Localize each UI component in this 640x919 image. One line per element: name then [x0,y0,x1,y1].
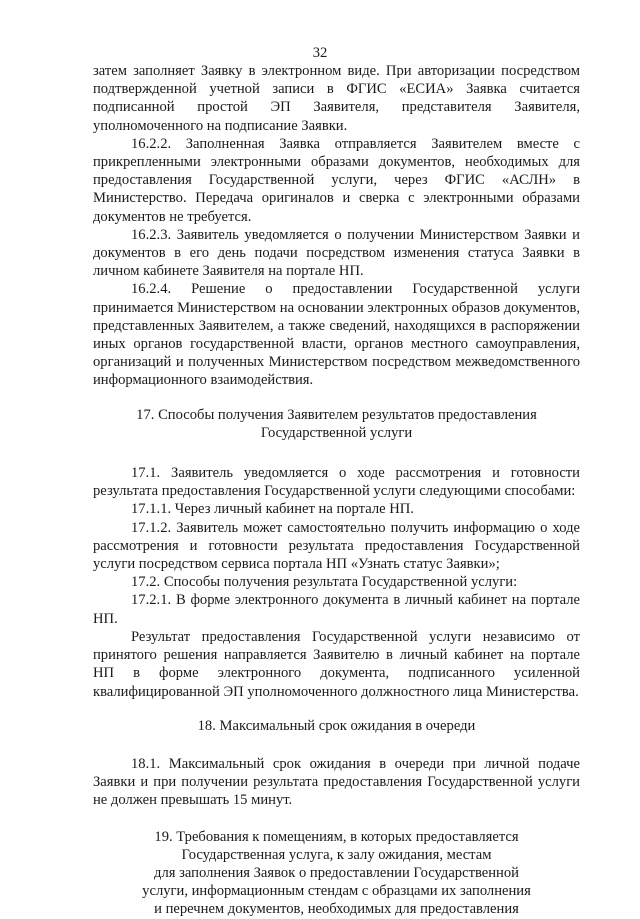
paragraph-17-2: 17.2. Способы получения результата Государственной услуги: [131,574,518,591]
paragraph-16-2-4: 16.2.4. Решение о предоставлении Государственной услуги принимается Министерством на основании электронных образов документов, представленных Заявителем, а также сведений, находящихся в распоряжении иных органов государственной власти, органов местного самоуправления, организаций и полученных Министерством посредством межведомственного информационного взаимодействия. [93,281,580,389]
section-19-heading-line: и перечнем документов, необходимых для предоставления [154,901,519,918]
section-17-heading [93,406,580,442]
paragraph-17-1: 17.1. Заявитель уведомляется о ходе рассмотрения и готовности результата предоставления Государственной услуги следующими способами: [93,465,580,500]
page-number: 32 [312,45,328,61]
section-17-heading-line: 17. Способы получения Заявителем результатов предоставления [136,406,537,423]
section-19-heading [93,828,580,919]
paragraph-16-2-3: 16.2.3. Заявитель уведомляется о получении Министерством Заявки и документов в его день подачи посредством изменения статуса Заявки в личном кабинете Заявителя на портале НП. [93,226,580,280]
paragraph-16-2-1-continuation: затем заполняет Заявку в электронном виде. При авторизации посредством подтвержденной учетной записи в ФГИС «ЕСИА» Заявка считается подписанной простой ЭП Заявителя, представителя Заявителя, уполномоченного на подписание Заявки. [93,63,580,134]
section-18-heading [93,717,580,735]
paragraph-16-2-2: 16.2.2. Заполненная Заявка отправляется Заявителем вместе с прикрепленными электронными образами документов, необходимых для предоставления Государственной услуги, через ФГИС «АСЛН» в Министерство. Передача оригиналов и сверка с электронными образами документов не требуется. [93,135,580,225]
section-19-heading-line: Государственная услуга, к залу ожидания, местам [181,846,492,863]
section-19-heading-line: 19. Требования к помещениям, в которых предоставляется [154,828,519,845]
section-17-body [93,464,580,701]
paragraph-17-result: Результат предоставления Государственной услуги независимо от принятого решения направляется Заявителю в личный кабинет на портале НП в форме электронного документа, подписанного усиленной квалифицированной ЭП уполномоченного должностного лица Министерства. [93,628,580,700]
section-19-heading-line: услуги, информационным стендам с образцами их заполнения [142,883,531,900]
section-18-heading-line: 18. Максимальный срок ожидания в очереди [197,717,476,734]
paragraph-17-1-2: 17.1.2. Заявитель может самостоятельно получить информацию о ходе рассмотрения и готовности результата предоставления Государственной услуги посредством сервиса портала НП «Узнать статус Заявки»; [93,519,580,573]
paragraph-17-1-1: 17.1.1. Через личный кабинет на портале НП. [131,501,414,518]
document-body [93,62,580,919]
section-19-heading-line: для заполнения Заявок о предоставлении Государственной [154,864,519,881]
paragraph-17-2-1: 17.2.1. В форме электронного документа в личный кабинет на портале НП. [93,592,580,627]
paragraph-18-1: 18.1. Максимальный срок ожидания в очереди при личной подаче Заявки и при получении результата предоставления Государственной услуги не должен превышать 15 минут. [93,755,580,809]
section-17-heading-line: Государственной услуги [260,424,413,441]
section-18-body [93,755,580,810]
